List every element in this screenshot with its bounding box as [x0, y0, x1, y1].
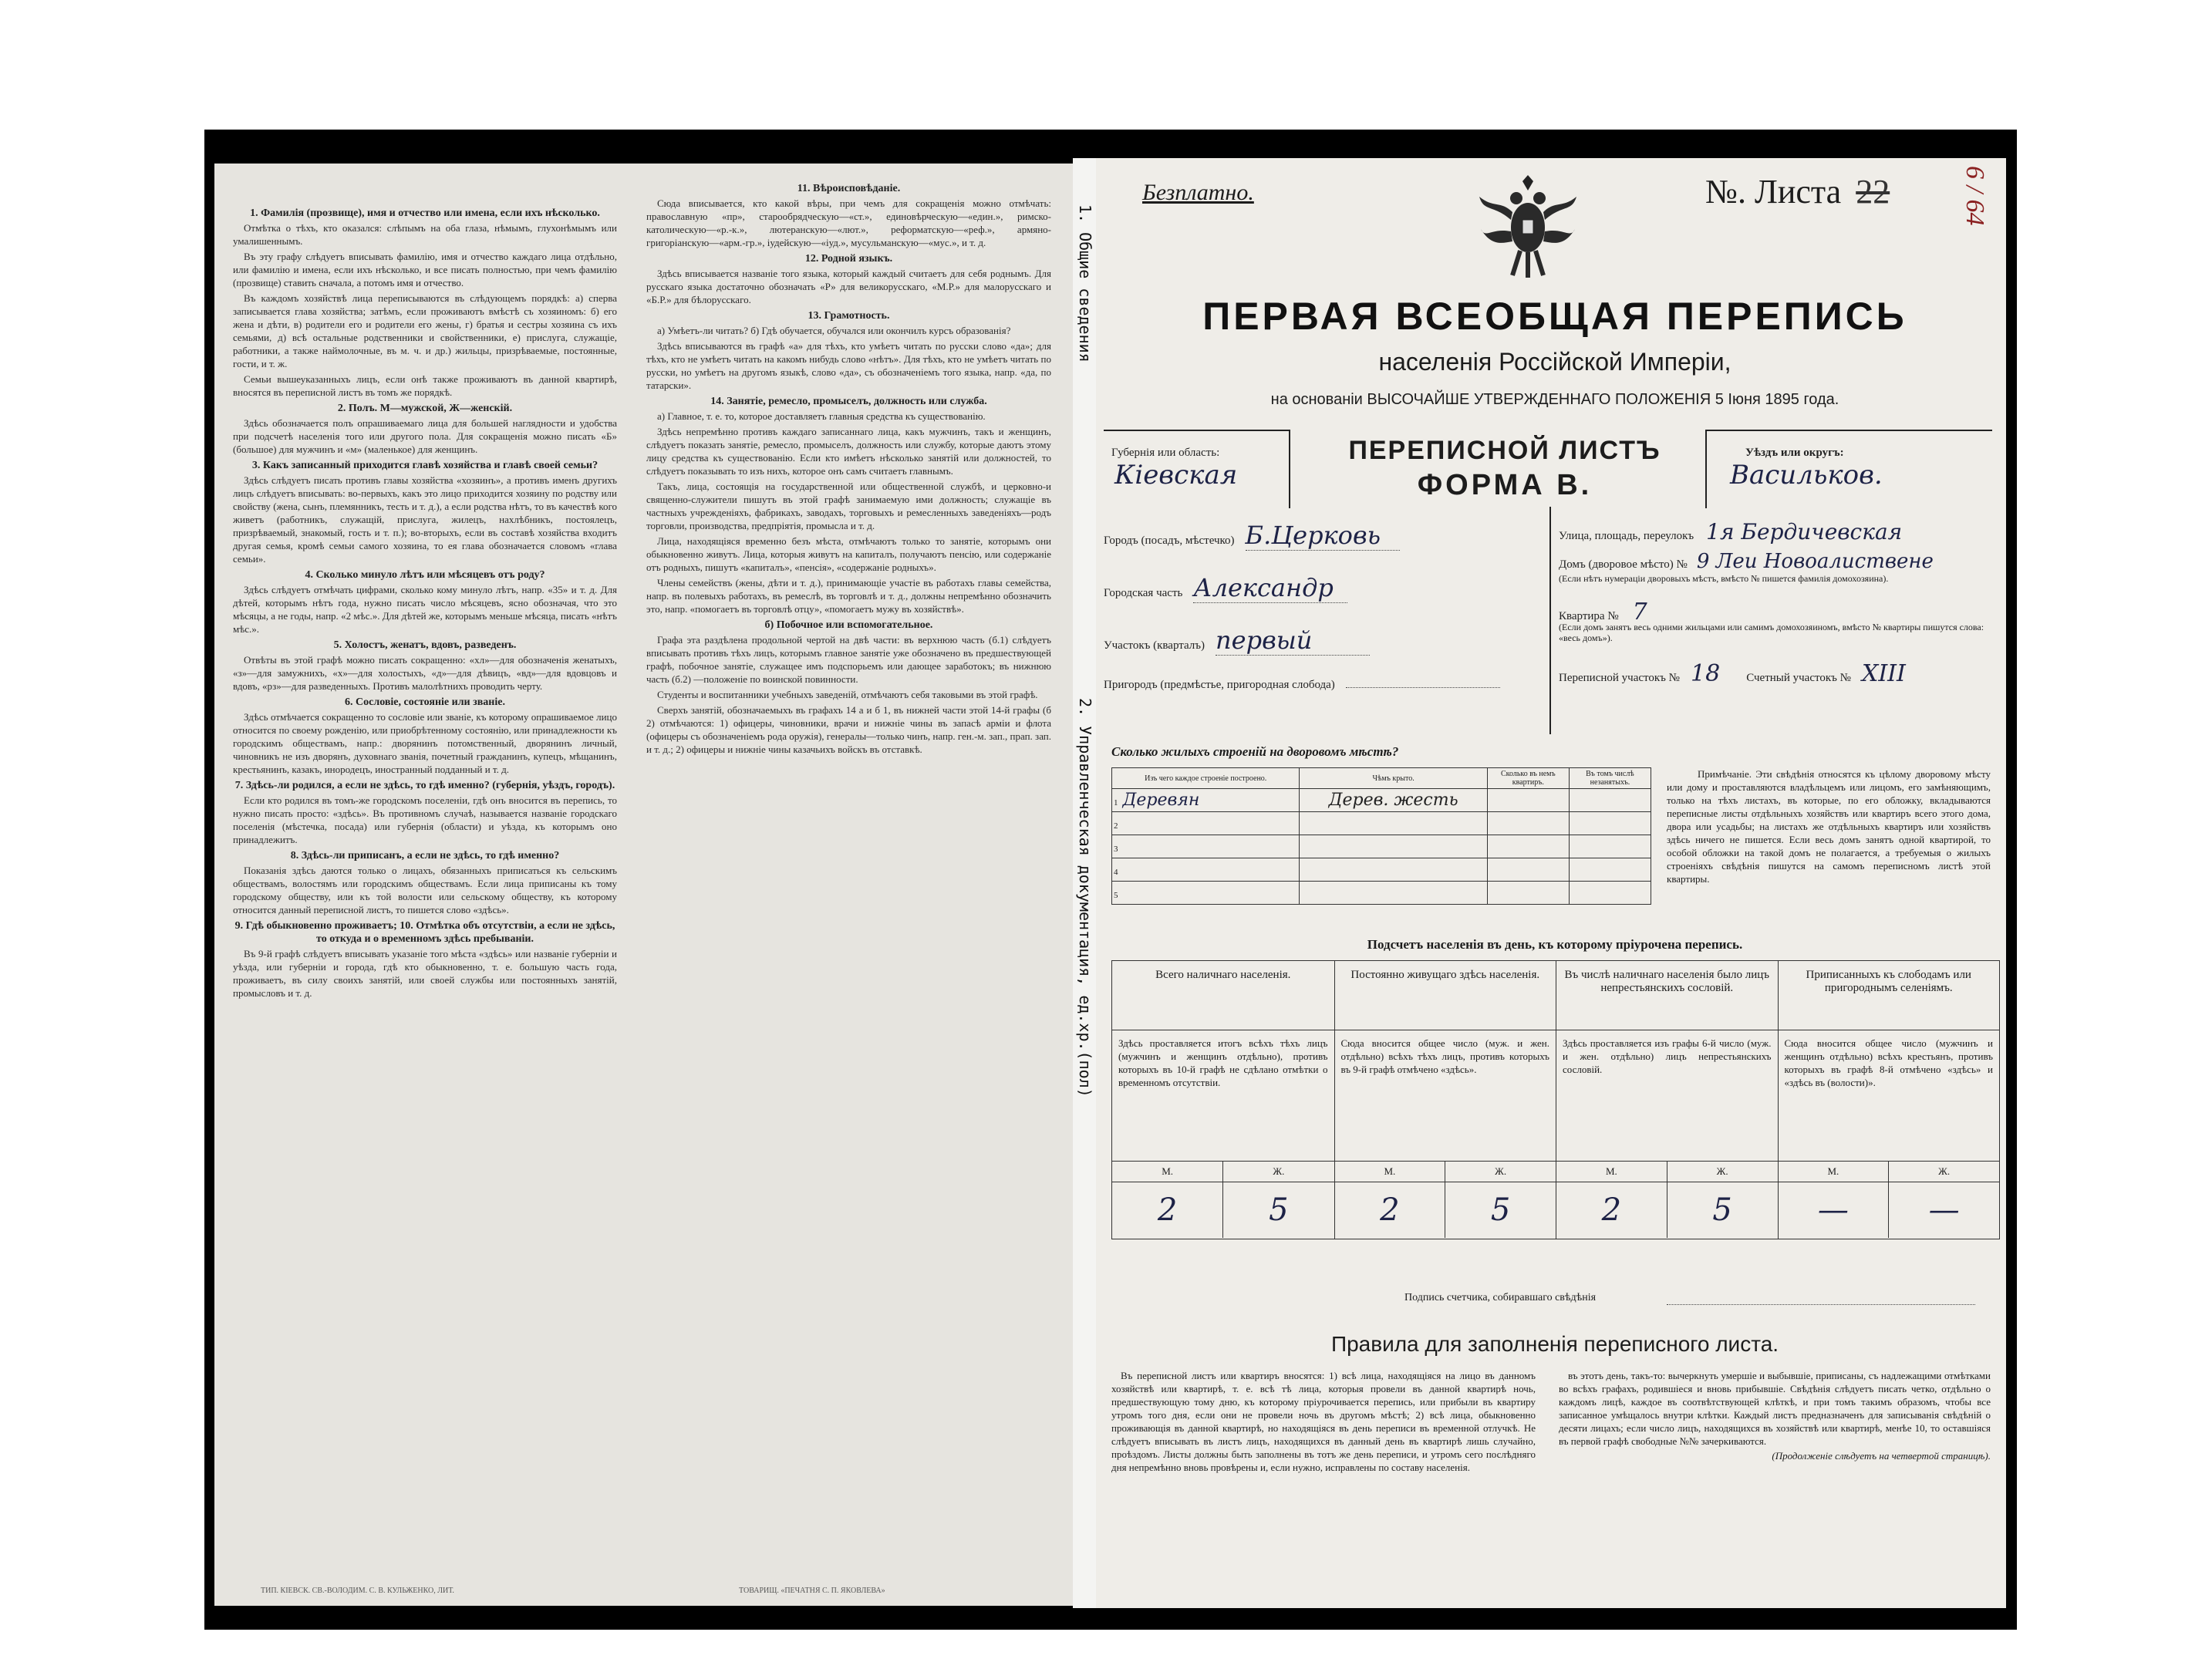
archive-spine-strip	[1073, 158, 1096, 1608]
instruction-paragraph: Здѣсь слѣдуетъ отмѣчать цифрами, сколько кому минуло лѣтъ, напр. «35» и т. д. Для дѣтей, которымъ нѣтъ года, нужно писать число мѣсяцевъ, ясно обозначая, что это мѣсяцы, а не годы, напр. «2 мѣс.». Для дѣтей же, которымъ меньше мѣсяца, писать «нѣтъ мѣс.».	[233, 584, 617, 635]
location-field-label: Пригородъ (предмѣстье, пригородная слобода)	[1104, 679, 1335, 691]
instruction-heading: 2. Полъ. М—мужской, Ж—женскій.	[337, 403, 513, 414]
location-field	[1104, 625, 1536, 678]
count-column-description: Здѣсь проставляется изъ графы 6-й число (муж. и жен. отдѣльно) лицъ непрестьянскихъ сословій.	[1556, 1030, 1778, 1162]
location-field-label: Городъ (посадъ, мѣстечко)	[1104, 534, 1235, 547]
rules-column-1	[1111, 1369, 1536, 1475]
row-number: 2	[1114, 821, 1118, 831]
apartment-note: (Если домъ занятъ весь одними жильцами или самимъ домохозяиномъ, вмѣсто № квартиры пишутся слова: «весь домъ»).	[1559, 622, 1984, 643]
census-form-page	[1096, 158, 2006, 1608]
count-column	[1778, 961, 2000, 1239]
building-apartments	[1487, 835, 1569, 858]
location-field-label: Участокъ (кварталъ)	[1104, 639, 1205, 652]
building-roof	[1300, 882, 1487, 905]
instruction-paragraph: Въ эту графу слѣдуетъ вписывать фамилію, имя и отчество каждаго лица отдѣльно, или фамилію и имена, если ихъ нѣсколько, и все писать полностью, при чемъ фамилію (прозвище) ставить сначала, а потомъ имя и отчество.	[233, 251, 617, 288]
count-column-description: Сюда вносится общее число (мужчинъ и женщинъ отдѣльно) всѣхъ крестьянъ, противъ которыхъ въ графѣ 8-й отмѣчено «здѣсь» и «здѣсь въ (волости)».	[1779, 1030, 2000, 1162]
buildings-row	[1112, 882, 1651, 905]
fields-divider	[1549, 507, 1551, 734]
male-label: М.	[1556, 1162, 1667, 1182]
census-main-title: ПЕРВАЯ ВСЕОБЩАЯ ПЕРЕПИСЬ	[1202, 295, 1907, 338]
instruction-heading: 9. Гдѣ обыкновенно проживаетъ; 10. Отмѣтка объ отсутствіи, а если не здѣсь, то откуда и о временномъ здѣсь пребываніи.	[234, 920, 615, 945]
female-count: 5	[1712, 1192, 1732, 1228]
instruction-heading: 14. Занятіе, ремесло, промыселъ, должность или служба.	[710, 396, 987, 407]
instruction-paragraph: Отмѣтка о тѣхъ, кто оказался: слѣпымъ на оба глаза, нѣмымъ, глухонѣмымъ или умалишеннымъ.	[233, 222, 617, 247]
instruction-heading: 12. Родной языкъ.	[804, 253, 893, 265]
building-vacant	[1569, 835, 1651, 858]
archive-label-management: 2. Управленческая документация, ед.хр.(пол)	[1076, 698, 1094, 1098]
male-count: 2	[1112, 1182, 1223, 1238]
instruction-paragraph: Здѣсь отмѣчается сокращенно то сословіе или званіе, къ которому опрашиваемое лицо относится по своему рожденію, или приобрѣтенному состоянію, или принадлежности къ городскимъ обществамъ, напр.: дворянинъ потомственный, дворянинъ личный, чиновникъ не изъ дворянъ, духовнаго званія, почетный гражданинъ, купецъ, мѣщанинъ, крестьянинъ, казакъ, инородецъ, иностранный подданный и т. д.	[233, 711, 617, 775]
male-label: М.	[1112, 1162, 1223, 1182]
instruction-heading: 8. Здѣсь-ли приписанъ, а если не здѣсь, то гдѣ именно?	[290, 850, 560, 862]
house-value: 9 Леи Новоалиствене	[1696, 550, 1934, 573]
census-district-label: Переписной участокъ №	[1559, 672, 1680, 684]
buildings-col-header: Въ томъ числѣ незанятыхъ.	[1569, 768, 1651, 789]
gubernia-box	[1104, 430, 1290, 508]
rules-text-2: въ этотъ день, такъ-то: вычеркнуть умершіе и выбывшіе, приписаны, съ надлежащими отмѣтками во всѣхъ графахъ, родившіеся и вновь прибывшіе. Свѣдѣнія слѣдуетъ писать четко, отдѣльно о каждомъ лицѣ, каждое въ соотвѣтствующей клѣткѣ, и при томъ такимъ образомъ, чтобы все записанное умѣщалось внутри клѣтки. Каждый листъ предназначенъ для записыванія свѣдѣній о десяти лицахъ; если число лицъ, находящихся въ хозяйствѣ или квартирѣ, менѣе 10, то оставшіяся въ первой графѣ свободные №№ зачеркиваются.	[1559, 1370, 1991, 1447]
instruction-paragraph: Студенты и воспитанники учебныхъ заведеній, отмѣчаютъ себя таковыми въ этой графѣ.	[657, 689, 1038, 700]
instruction-paragraph: Отвѣты въ этой графѣ можно писать сокращенно: «хл»—для обозначенія женатыхъ, «з»—для замужнихъ, «х»—для холостыхъ, «д»—для дѣвицъ, «вд»—для вдовцовъ и вдовъ, «рз»—для разведенныхъ. Противъ малолѣтнихъ проводить черту.	[233, 654, 617, 692]
buildings-row	[1112, 835, 1651, 858]
row-number: 3	[1114, 845, 1118, 854]
buildings-row	[1112, 812, 1651, 835]
census-subtitle: населенія Россійской Имперіи,	[1378, 348, 1731, 376]
instruction-heading: 5. Холостъ, женатъ, вдовъ, разведенъ.	[333, 639, 517, 651]
instruction-heading: 7. Здѣсь-ли родился, а если не здѣсь, то гдѣ именно? (губернія, уѣздъ, городъ).	[234, 780, 615, 791]
count-column	[1334, 961, 1556, 1239]
location-field	[1104, 678, 1536, 730]
instruction-paragraph: Если кто родился въ томъ-же городскомъ поселеніи, гдѣ онъ вносится въ перепись, то нужно писать просто: «здѣсь». Въ противномъ случаѣ, называется названіе городскаго поселенія (мѣстечка, посада) или губернія (области) и уѣзда, къ которымъ оно принадлежитъ.	[233, 794, 617, 845]
instruction-paragraph: а) Умѣетъ-ли читать? б) Гдѣ обучается, обучался или окончилъ курсъ образованія?	[657, 325, 1011, 336]
building-roof	[1300, 835, 1487, 858]
row-number: 5	[1114, 891, 1118, 900]
rules-text-1: Въ переписной листъ или квартиръ вносятся: 1) всѣ лица, находящіяся на лицо въ данномъ хозяйствѣ или квартирѣ, т. е. всѣ тѣ лица, которыя провели въ данной квартирѣ ночь, предшествующую тому дню, къ которому пріурочивается перепись, или прибыли въ квартиру утромъ того дня, если они не провели ночь въ другомъ мѣстѣ; 2) всѣ лица, обыкновенно проживающія въ данной квартирѣ, но находящіяся въ день переписи въ временной отлучкѣ. Не слѣдуетъ вписывать въ листъ лицъ, находящихся въ данный день въ квартирѣ лишь случайно, проѣздомъ. Листы должны быть заполнены въ тотъ же день переписи, и утромъ сего послѣдняго дня непремѣнно вновь провѣрены и, если нужно, исправлены по составу населенія.	[1111, 1370, 1536, 1473]
count-column-title: Приписанныхъ къ слободамъ или пригороднымъ селеніямъ.	[1779, 961, 2000, 1030]
population-count-table	[1111, 960, 2000, 1239]
location-field-label: Городская часть	[1104, 587, 1183, 599]
double-headed-eagle-emblem	[1478, 174, 1578, 282]
instruction-heading: 11. Вѣроисповѣданіе.	[797, 183, 901, 194]
sheet-number-struck: 22	[1856, 173, 1890, 211]
instruction-heading: 1. Фамилія (прозвище), имя и отчество или имена, если ихъ нѣсколько.	[250, 207, 600, 219]
count-column	[1556, 961, 1778, 1239]
location-field	[1104, 521, 1536, 573]
instruction-heading: 3. Какъ записанный приходится главѣ хозяйства и главѣ своей семьи?	[251, 460, 599, 471]
count-column-title: Всего наличнаго населенія.	[1112, 961, 1334, 1030]
instruction-paragraph: Здѣсь непремѣнно противъ каждаго записаннаго лица, какъ мужчинъ, такъ и женщинъ, слѣдуетъ показать занятіе, ремесло, промыселъ, должность или службу, которые даютъ этому лицу средства къ существованію. Если кто имѣетъ нѣсколько занятій или должностей, то слѣдуетъ показывать то изъ нихъ, которое онъ самъ считаетъ главнымъ.	[646, 426, 1051, 477]
location-fields-right	[1559, 519, 1991, 686]
counting-district-label: Счетный участокъ №	[1746, 672, 1851, 684]
gubernia-label: Губернія или область:	[1111, 447, 1220, 459]
buildings-table	[1111, 767, 1651, 905]
instruction-paragraph: Сверхъ занятій, обозначаемыхъ въ графахъ 14 а и б 1, въ нижней части этой 14-й графы (б 2) отмѣчаются: 1) офицеры, чиновники, врачи и нижніе чины въ запасѣ арміи и флота (офицеры съ обозначеніемъ рода оружія), генералы—только чинъ, напр. ген.-м. зап., прап. зап. и т. д.; 2) офицеры и нижніе чины казачьихъ войскъ въ отставкѣ.	[646, 704, 1051, 755]
population-count-heading: Подсчетъ населенія въ день, къ которому пріурочена перепись.	[1367, 937, 1743, 952]
instruction-paragraph: Здѣсь обозначается полъ опрашиваемаго лица для большей наглядности и удобства при подсчетѣ населенія того или другого пола. Для сокращенія можно писать «Б» (большое) для мужчинъ и «м» (маленькое) для женщинъ.	[233, 417, 617, 455]
instruction-paragraph: Такъ, лица, состоящія на государственной или общественной службѣ, и церковно-и священно-служители пишутъ въ этой графѣ занимаемую ими должность; служащіе въ частныхъ учрежденіяхъ, фабрикахъ, заводахъ, торговыхъ и ремесленныхъ заведеніяхъ—родъ торговли, производства, предпріятія, промысла и т. д.	[646, 481, 1051, 531]
building-roof: Дерев. жесть	[1300, 789, 1487, 812]
archive-folio-number: 6 / 64	[1961, 166, 1989, 226]
buildings-col-header: Изъ чего каждое строеніе построено.	[1112, 768, 1300, 789]
rules-title: Правила для заполненія переписного листа.	[1330, 1332, 1779, 1356]
instruction-paragraph: Здѣсь вписываются въ графѣ «а» для тѣхъ, кто умѣетъ читать по русски слово «да»; для тѣхъ, кто не умѣетъ читать на какомъ нибудь слово «нѣтъ». Для тѣхъ, кто не умѣетъ читать по русски, но умѣетъ на другомъ языкѣ, слово «да», съ обозначеніемъ того языка, напр. «да, по татарски».	[646, 340, 1051, 391]
male-label: М.	[1779, 1162, 1890, 1182]
female-count: —	[1928, 1192, 1960, 1228]
street-value: 1я Бердичевская	[1706, 519, 1903, 545]
female-label: Ж.	[1273, 1165, 1285, 1177]
building-vacant	[1569, 882, 1651, 905]
instruction-paragraph: Лица, находящіяся временно безъ мѣста, отмѣчаютъ только то занятіе, которымъ они обыкновенно живутъ. Лица, которыя живутъ на капиталъ, получаютъ пенсію, или содержаніе отъ родныхъ, пишутъ «капиталъ», «пенсія», «содержаніе родныхъ».	[646, 535, 1051, 573]
location-fields-left	[1104, 521, 1536, 730]
instruction-paragraph: Здѣсь вписывается названіе того языка, который каждый считаетъ для себя роднымъ. Для русскаго языка достаточно обозначать «Р» для великорусскаго, «М.Р.» для малорусскаго и «Б.Р.» для бѣлорусскаго.	[646, 268, 1051, 305]
building-apartments	[1487, 858, 1569, 882]
enumerator-signature-label: Подпись счетчика, собиравшаго свѣдѣнія	[1404, 1292, 1597, 1303]
count-column-title: Въ числѣ наличнаго населенія было лицъ непрестьянскихъ сословій.	[1556, 961, 1778, 1030]
census-district-value: 18	[1691, 660, 1721, 687]
female-count: 5	[1490, 1192, 1511, 1228]
row-number: 4	[1114, 868, 1118, 877]
building-roof	[1300, 858, 1487, 882]
instruction-heading: б) Побочное или вспомогательное.	[764, 619, 933, 631]
house-label: Домъ (дворовое мѣсто) №	[1559, 558, 1688, 571]
male-count: 2	[1335, 1182, 1446, 1238]
street-label: Улица, площадь, переулокъ	[1559, 530, 1694, 542]
male-count: 2	[1556, 1182, 1667, 1238]
form-title-sheet: ПЕРЕПИСНОЙ ЛИСТЪ	[1348, 436, 1661, 465]
archive-label-general: 1. Общие сведения	[1076, 204, 1094, 362]
uezd-label: Уѣздъ или округъ:	[1745, 447, 1844, 459]
female-label: Ж.	[1716, 1165, 1728, 1177]
row-number: 1	[1114, 798, 1118, 808]
sheet-number-label	[1705, 172, 1890, 211]
apartment-value: 7	[1632, 599, 1647, 625]
building-apartments	[1487, 812, 1569, 835]
female-label: Ж.	[1495, 1165, 1507, 1177]
location-field-value	[1346, 687, 1500, 688]
buildings-col-header: Чѣмъ крыто.	[1300, 768, 1487, 789]
counting-district-value: XIII	[1861, 660, 1906, 687]
instruction-heading: 4. Сколько минуло лѣтъ или мѣсяцевъ отъ роду?	[305, 569, 545, 581]
printer-imprint-left: ТИП. КІЕВСК. СВ.-ВОЛОДИМ. С. В. КУЛЬЖЕНКО, ЛИТ.	[261, 1587, 454, 1595]
form-title-box	[1304, 436, 1705, 502]
buildings-row	[1112, 789, 1651, 812]
location-field-value: Б.Церковь	[1246, 521, 1400, 551]
instructions-column-2	[646, 179, 1051, 758]
male-count: —	[1779, 1182, 1890, 1238]
instruction-paragraph: Члены семействъ (жены, дѣти и т. д.), принимающіе участіе въ работахъ главы семейства, напр. въ полевыхъ работахъ, въ ремеслѣ, въ торговлѣ и т. д., должны непремѣнно обозначить это, напр. «помогаетъ въ торговлѣ отцу», «помогаетъ мужу въ хозяйствѣ».	[646, 577, 1051, 615]
house-note: (Если нѣтъ нумераціи дворовыхъ мѣстъ, вмѣсто № пишется фамилія домохозяина).	[1559, 573, 1889, 584]
apartment-label: Квартира №	[1559, 610, 1619, 622]
form-title-form: ФОРМА В.	[1417, 469, 1593, 501]
building-material: Деревян	[1122, 791, 1200, 810]
instruction-paragraph: Показанія здѣсь даются только о лицахъ, обязанныхъ приписаться къ сельскимъ обществамъ, волостямъ или городскимъ обществамъ. Если лица приписаны къ тому городскому обществу, или къ той волости или сельскому обществу, къ которому относится данный переписной листъ, то пишется слово «здѣсь».	[233, 865, 617, 915]
building-vacant	[1569, 789, 1651, 812]
instructions-column-1	[233, 204, 617, 1002]
uezd-box	[1705, 430, 1992, 508]
left-page-instructions	[214, 164, 1073, 1606]
instruction-paragraph: Здѣсь слѣдуетъ писать противъ главы хозяйства «хозяинъ», а противъ именъ другихъ лицъ слѣдуетъ вписывать: во-первыхъ, какъ это лицо приходится хозяину по родству или свойству (жена, сынъ, племянникъ, тесть и т. д.), а если родства нѣтъ, то въ качествѣ кого живетъ (работникъ, служащій, прислуга, жилецъ, нахлѣбникъ, постоялецъ, призрѣваемый, знакомый, гость и т. п.); во-вторыхъ, если въ составѣ хозяйства входитъ другая семья, кромѣ семьи самого хозяина, то ея глава обозначается словомъ «глава семьи».	[233, 474, 617, 565]
buildings-heading: Сколько жилыхъ строеній на дворовомъ мѣстѣ?	[1111, 744, 1399, 759]
instruction-paragraph: Сюда вписывается, кто какой вѣры, при чемъ для сокращенія можно отмѣчать: православную «пр», старообрядческую—«ст.», единовѣрческую—«един.», римско-католическую—«р.-к.», лютеранскую—«лют.», реформатскую—«реф.», армяно-григоріанскую—«арм.-гр.», іудейскую—«іуд.», мусульманскую—«мус.», и т. д.	[646, 197, 1051, 248]
location-field-value: первый	[1216, 625, 1370, 656]
gubernia-value: Кіевская	[1114, 460, 1238, 491]
instruction-heading: 13. Грамотность.	[808, 310, 890, 322]
building-roof	[1300, 812, 1487, 835]
signature-line	[1667, 1304, 1975, 1305]
census-legal-basis: на основаніи ВЫСОЧАЙШЕ УТВЕРЖДЕННАГО ПОЛОЖЕНІЯ 5 Іюня 1895 года.	[1270, 391, 1839, 408]
building-apartments	[1487, 882, 1569, 905]
count-column-title: Постоянно живущаго здѣсь населенія.	[1335, 961, 1556, 1030]
instruction-paragraph: Въ каждомъ хозяйствѣ лица переписываются въ слѣдующемъ порядкѣ: а) сперва записывается глава хозяйства; затѣмъ, если проживаютъ вмѣстѣ съ хозяиномъ: б) его жена и дѣти, в) родители его и родители его жены, г) братья и сестры хозяина съ ихъ семьями, д) всѣ остальные родственники и свойственники, е) прислуга, служащіе, работники, а также наймолочные, въ м. ч. и др.) жильцы, призрѣваемые, постоянные, гости, и т. ж.	[233, 292, 617, 369]
female-label: Ж.	[1938, 1165, 1951, 1177]
instruction-paragraph: а) Главное, т. е. то, которое доставляетъ главныя средства къ существованію.	[657, 410, 986, 422]
building-vacant	[1569, 812, 1651, 835]
count-column	[1112, 961, 1334, 1239]
rules-column-2	[1559, 1369, 1991, 1464]
location-field-value: Александр	[1193, 573, 1347, 603]
building-apartments	[1487, 789, 1569, 812]
location-field	[1104, 573, 1536, 625]
free-label: Безплатно.	[1142, 180, 1254, 205]
count-column-description: Сюда вносится общее число (муж. и жен. отдѣльно) всѣхъ тѣхъ лицъ, противъ которыхъ въ 9-й графѣ отмѣчено «здѣсь».	[1335, 1030, 1556, 1162]
instruction-heading: 6. Сословіе, состояніе или званіе.	[345, 696, 505, 708]
count-column-description: Здѣсь проставляется итогъ всѣхъ тѣхъ лицъ (мужчинъ и женщинъ отдѣльно), противъ которыхъ въ 10-й графѣ не сдѣлано отмѣтки о временномъ отсутствіи.	[1112, 1030, 1334, 1162]
buildings-note: Примѣчаніе. Эти свѣдѣнія относятся къ цѣлому дворовому мѣсту или дому и проставляются владѣльцемъ или лицомъ, его замѣняющимъ, только на тѣхъ листахъ, въ которые, по его обложку, вкладываются переписные листы отдѣльныхъ хозяйствъ или квартиръ всего этого дома, двора или усадьбы; на листахъ же отдѣльныхъ квартиръ или хозяйствъ здѣсь ничего не пишется. Если весь домъ занятъ одной квартирой, то особой обложки на такой домъ не полагается, а требуемыя о жилыхъ строеніяхъ свѣдѣнія пишутся на самомъ переписномъ листѣ этой квартиры.	[1667, 768, 1991, 885]
sheet-number-prefix: №. Листа	[1705, 173, 1842, 211]
building-vacant	[1569, 858, 1651, 882]
male-label: М.	[1335, 1162, 1446, 1182]
uezd-value: Васильков.	[1730, 460, 1883, 491]
buildings-row	[1112, 858, 1651, 882]
instruction-paragraph: Семьи вышеуказанныхъ лицъ, если онѣ также проживаютъ въ данной квартирѣ, вносятся въ переписной листъ въ томъ же порядкѣ.	[233, 373, 617, 398]
instruction-paragraph: Графа эта раздѣлена продольной чертой на двѣ части: въ верхнюю часть (б.1) слѣдуетъ вписывать противъ тѣхъ лицъ, которымъ главное занятіе уже обозначено въ предшествующей графѣ, побочное занятіе, служащее имъ подспорьемъ или дающее заработокъ; въ нижнюю часть (б.2) —положеніе по воинской повинности.	[646, 634, 1051, 685]
printer-imprint-right: ТОВАРИЩ. «ПЕЧАТНЯ С. П. ЯКОВЛЕВА»	[739, 1587, 885, 1595]
rules-continued-note: (Продолженіе слѣдуетъ на четвертой страницѣ).	[1772, 1450, 1991, 1462]
female-count: 5	[1269, 1192, 1289, 1228]
buildings-col-header: Сколько въ немъ квартиръ.	[1487, 768, 1569, 789]
instruction-paragraph: Въ 9-й графѣ слѣдуетъ вписывать указаніе того мѣста «здѣсь» или названіе губерніи и уѣзда, или губерніи и города, гдѣ кто обыкновенно, т. е. большую часть года, проживаетъ, въ силу своихъ занятій, или своей службы или постоянныхъ занятій, промысловъ и т. д.	[233, 948, 617, 999]
